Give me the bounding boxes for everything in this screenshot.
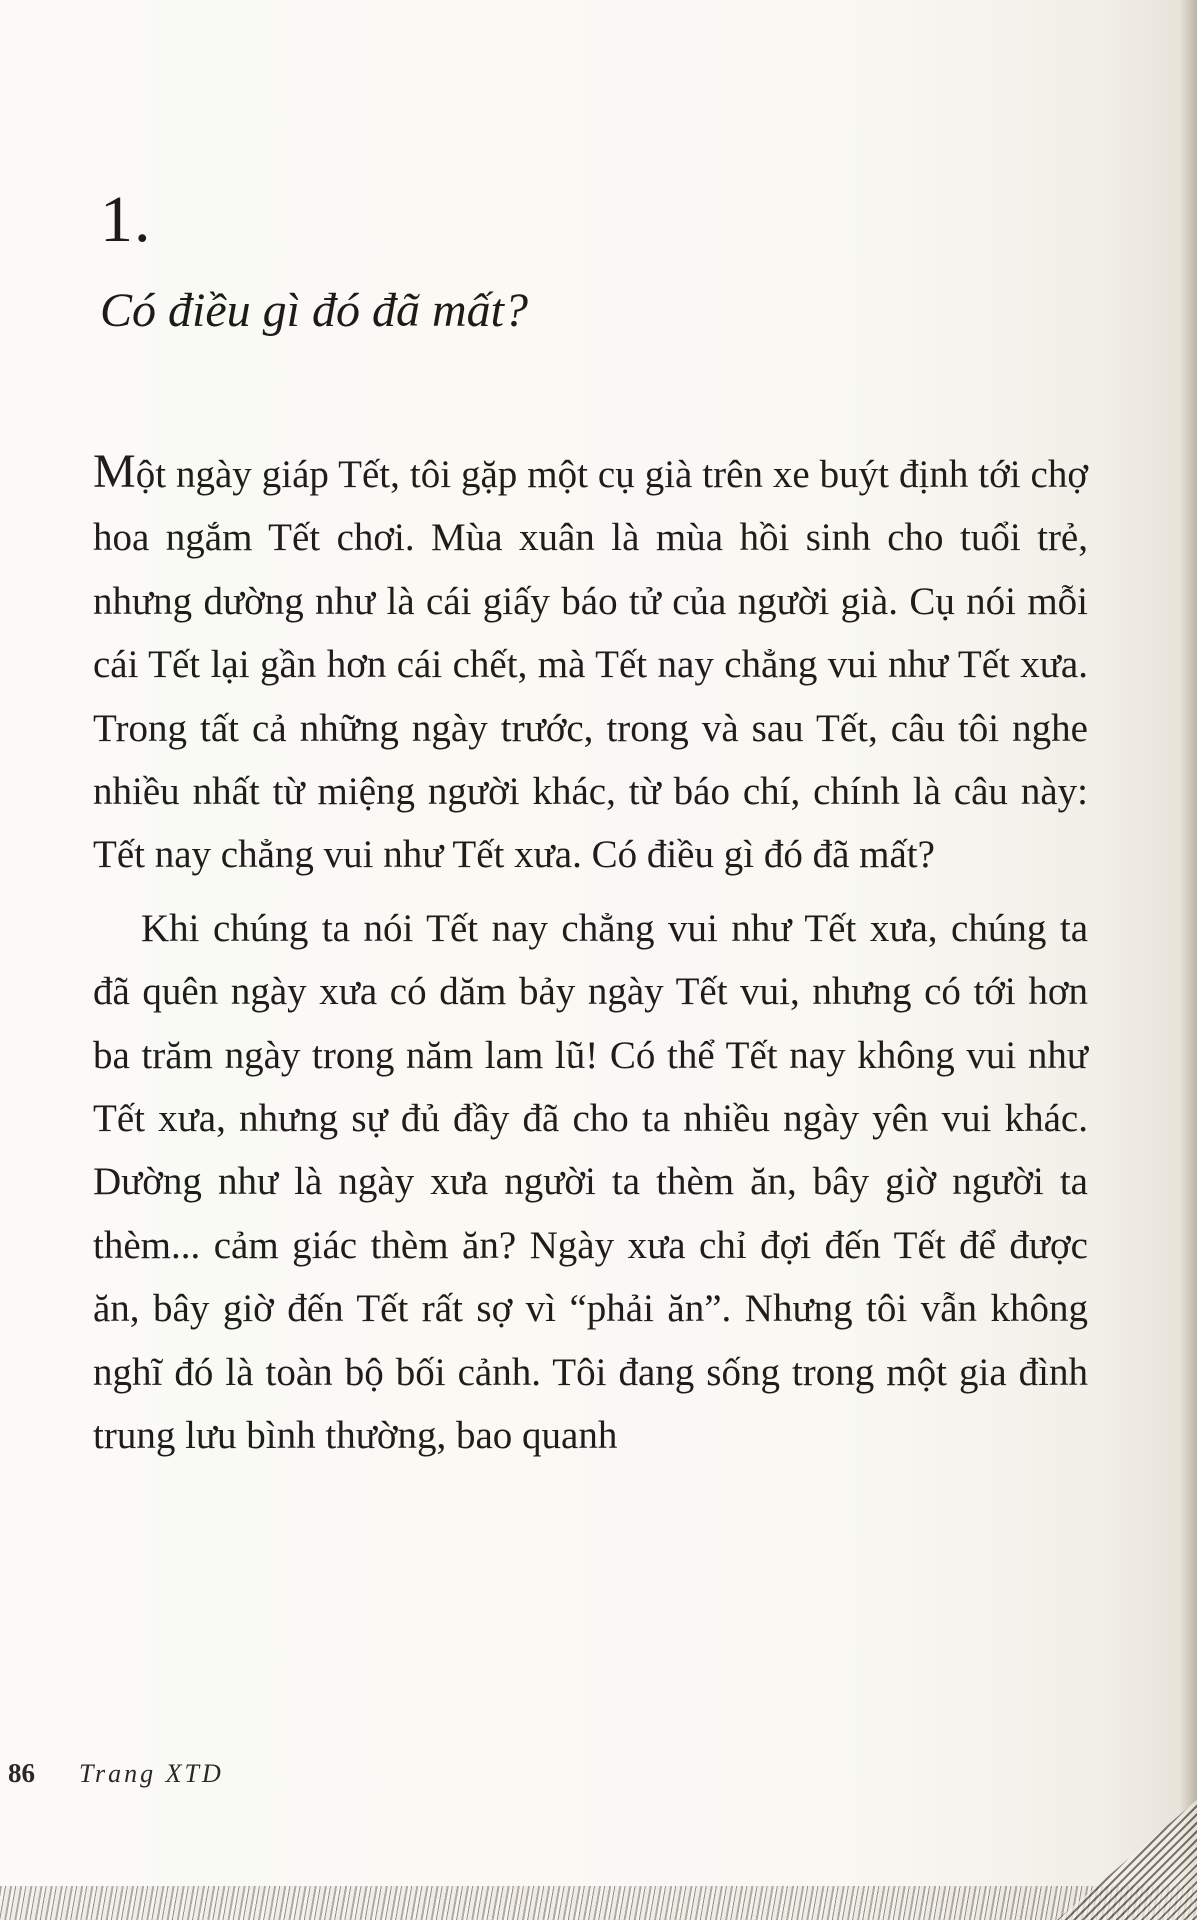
paragraph: Một ngày giáp Tết, tôi gặp một cụ già trên xe buýt định tới chợ hoa ngắm Tết chơi. Mùa xuân là mùa hồi sinh cho tuổi trẻ, nhưng dường như là cái giấy báo tử của người già. Cụ nói mỗi cái Tết lại gần hơn cái chết, mà Tết nay chẳng vui như Tết xưa. Trong tất cả những ngày trước, trong và sau Tết, câu tôi nghe nhiều nhất từ miệng người khác, từ báo chí, chính là câu này: Tết nay chẳng vui như Tết xưa. Có điều gì đó đã mất? xyxy=(93,445,1088,877)
page-edge-shadow xyxy=(1179,0,1197,1920)
page-corner-edges xyxy=(1057,1800,1197,1920)
running-head: Trang XTD xyxy=(79,1759,224,1788)
page-stack-edges xyxy=(0,1886,1197,1920)
page-number: 86 xyxy=(8,1758,35,1788)
page-footer xyxy=(8,1758,224,1789)
chapter-body xyxy=(93,440,1088,1468)
chapter-number: 1. xyxy=(100,183,152,256)
paragraph: Khi chúng ta nói Tết nay chẳng vui như Tết xưa, chúng ta đã quên ngày xưa có dăm bảy ngày Tết vui, nhưng có tới hơn ba trăm ngày trong năm lam lũ! Có thể Tết nay không vui như Tết xưa, nhưng sự đủ đầy đã cho ta nhiều ngày yên vui khác. Dường như là ngày xưa người ta thèm ăn, bây giờ người ta thèm... cảm giác thèm ăn? Ngày xưa chỉ đợi đến Tết để được ăn, bây giờ đến Tết rất sợ vì “phải ăn”. Nhưng tôi vẫn không nghĩ đó là toàn bộ bối cảnh. Tôi đang sống trong một gia đình trung lưu bình thường, bao quanh xyxy=(93,906,1088,1458)
chapter-title: Có điều gì đó đã mất? xyxy=(100,284,528,337)
